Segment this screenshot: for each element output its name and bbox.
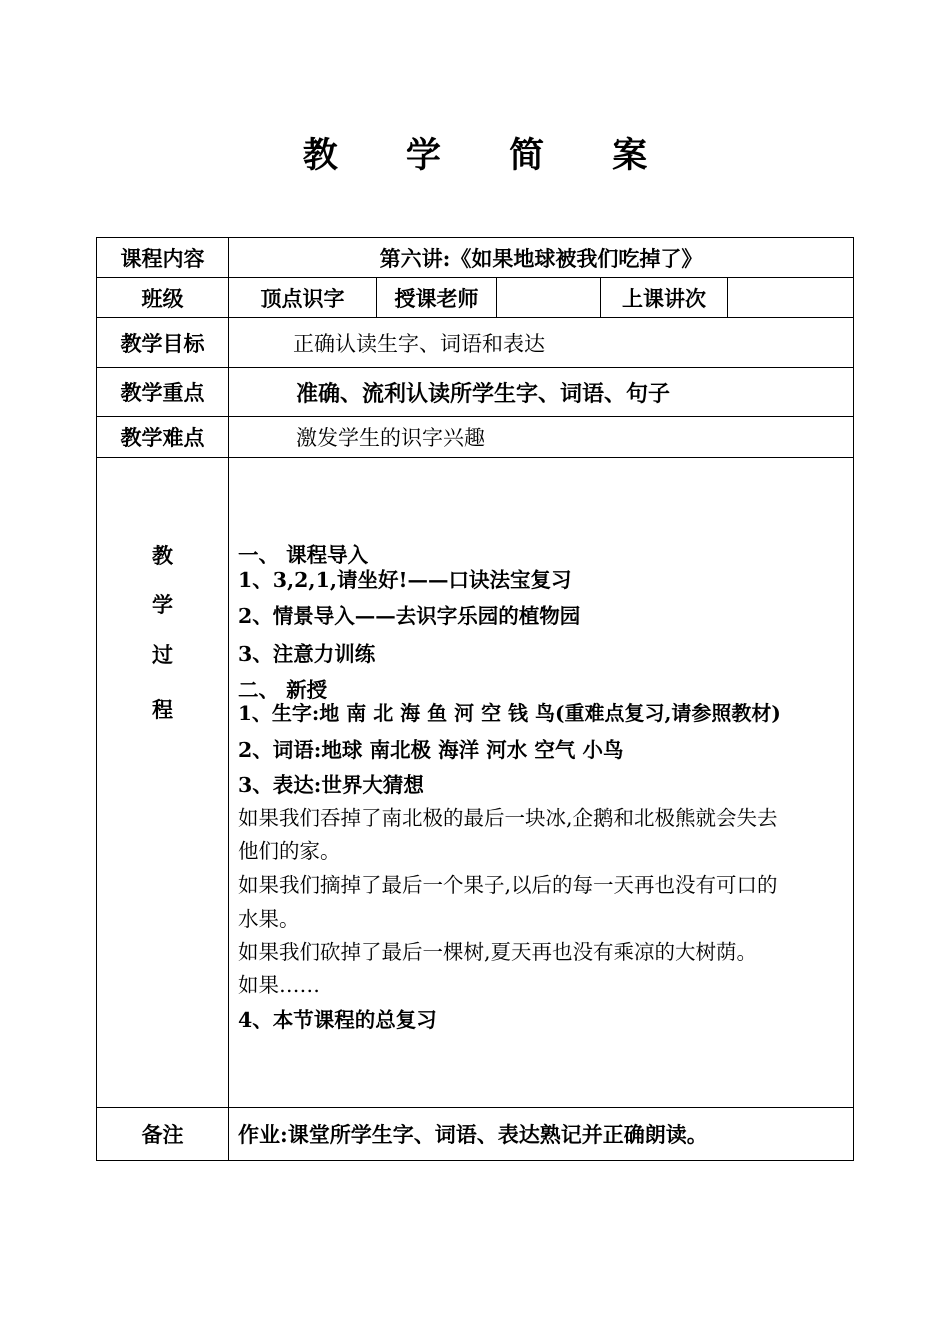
process-label-char: 程 — [152, 697, 173, 722]
focus-value: 准确、流利认读所学生字、词语、句子 — [296, 380, 671, 407]
process-label-char: 教 — [152, 543, 173, 568]
process-item: 1、生字:地 南 北 海 鱼 河 空 钱 鸟(重难点复习,请参照教材) — [238, 701, 781, 725]
process-label-char: 过 — [152, 642, 173, 667]
teacher-label: 授课老师 — [394, 285, 479, 311]
process-item: 4、本节课程的总复习 — [238, 1008, 437, 1032]
notes-value: 作业:课堂所学生字、词语、表达熟记并正确朗读。 — [238, 1122, 708, 1147]
focus-label: 教学重点 — [120, 380, 205, 405]
example-sentence: 如果我们摘掉了最后一个果子,以后的每一天再也没有可口的 — [238, 873, 778, 897]
process-item: 2、情景导入——去识字乐园的植物园 — [238, 604, 581, 628]
difficulty-value: 激发学生的识字兴趣 — [296, 426, 485, 450]
class-value: 顶点识字 — [260, 285, 345, 311]
session-label: 上课讲次 — [622, 285, 706, 311]
example-sentence: 如果我们吞掉了南北极的最后一块冰,企鹅和北极熊就会失去 — [238, 806, 778, 830]
process-item: 1、3,2,1,请坐好!——口诀法宝复习 — [238, 568, 572, 592]
course-content-label: 课程内容 — [120, 245, 205, 271]
process-item: 2、词语:地球 南北极 海洋 河水 空气 小鸟 — [238, 738, 624, 762]
goal-label: 教学目标 — [120, 330, 205, 356]
example-sentence: 他们的家。 — [238, 839, 341, 863]
goal-value: 正确认读生字、词语和表达 — [293, 331, 545, 356]
section-heading: 一、 课程导入 — [238, 543, 369, 567]
example-sentence: 如果…… — [238, 973, 320, 997]
process-item: 3、注意力训练 — [238, 642, 376, 666]
teacher-value — [497, 278, 600, 317]
example-sentence: 如果我们砍掉了最后一棵树,夏天再也没有乘凉的大树荫。 — [238, 940, 758, 964]
example-sentence: 水果。 — [238, 907, 300, 931]
notes-label: 备注 — [141, 1122, 184, 1147]
section-heading: 二、 新授 — [238, 678, 328, 702]
class-label: 班级 — [141, 285, 184, 311]
process-item: 3、表达:世界大猜想 — [238, 773, 424, 797]
difficulty-label: 教学难点 — [120, 425, 205, 450]
course-content-value: 第六讲:《如果地球被我们吃掉了》 — [379, 245, 703, 271]
process-label-char: 学 — [152, 592, 173, 617]
document-title: 教 学 简 案 — [302, 135, 676, 176]
session-value — [728, 278, 853, 317]
